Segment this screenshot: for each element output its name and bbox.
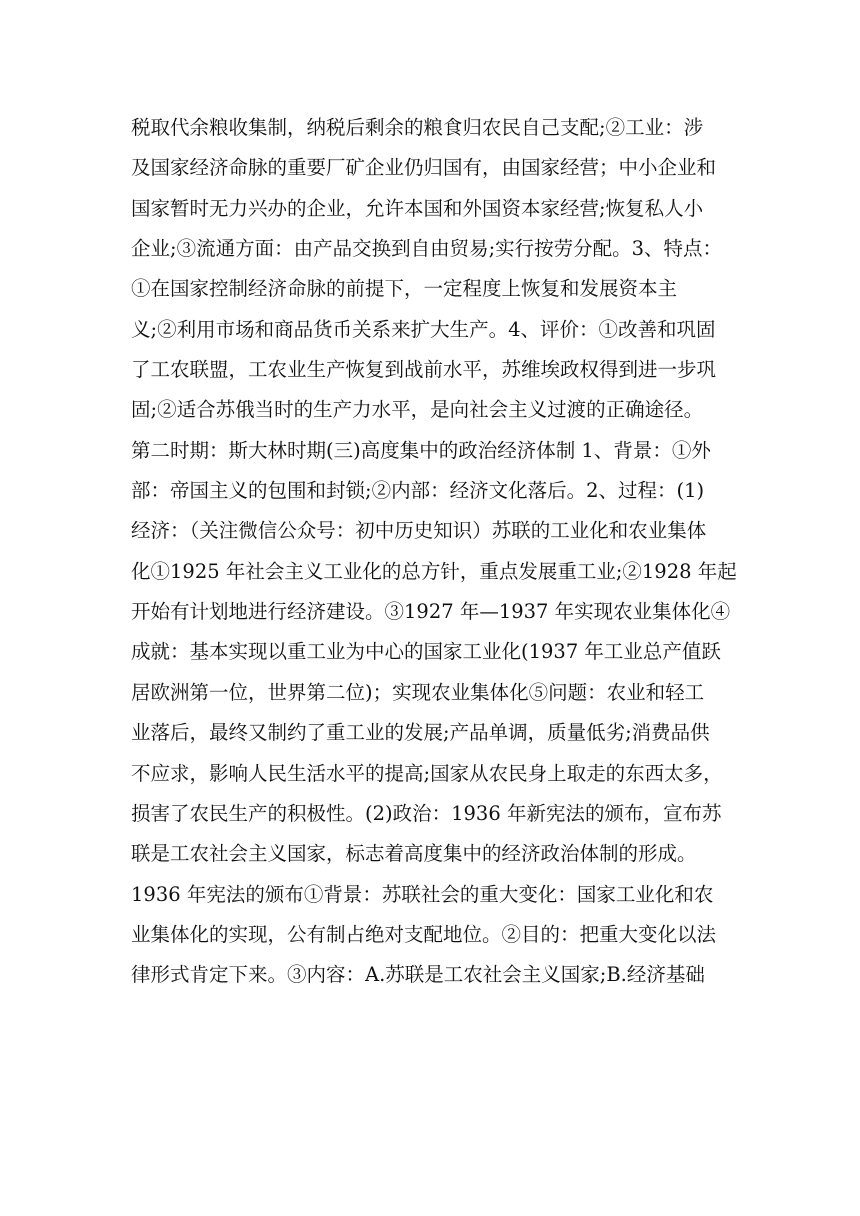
text-line: 联是工农社会主义国家，标志着高度集中的经济政治体制的形成。 [131, 842, 697, 866]
text-line: 律形式肯定下来。③内容：A.苏联是工农社会主义国家;B.经济基础 [131, 963, 705, 987]
text-line: ①在国家控制经济命脉的前提下，一定程度上恢复和发展资本主 [131, 277, 678, 301]
text-line: 部：帝国主义的包围和封锁;②内部：经济文化落后。2、过程：(1) [131, 479, 705, 503]
text-line: 业落后，最终又制约了重工业的发展;产品单调，质量低劣;消费品供 [131, 721, 710, 745]
text-line: 不应求，影响人民生活水平的提高;国家从农民身上取走的东西太多， [131, 761, 723, 785]
text-line: 开始有计划地进行经济建设。③1927 年—1937 年实现农业集体化④ [131, 600, 731, 624]
text-line: 固;②适合苏俄当时的生产力水平，是向社会主义过渡的正确途径。 [131, 398, 704, 422]
text-line: 第二时期：斯大林时期(三)高度集中的政治经济体制 1、背景：①外 [131, 438, 711, 462]
text-line: 及国家经济命脉的重要厂矿企业仍归国有，由国家经营；中小企业和 [131, 156, 717, 180]
text-line: 了工农联盟，工农业生产恢复到战前水平，苏维埃政权得到进一步巩 [131, 358, 717, 382]
text-line: 经济：（关注微信公众号：初中历史知识）苏联的工业化和农业集体 [131, 519, 707, 543]
body-text [131, 108, 741, 996]
text-line: 业集体化的实现，公有制占绝对支配地位。②目的：把重大变化以法 [131, 922, 717, 946]
text-line: 居欧洲第一位，世界第二位)；实现农业集体化⑤问题：农业和轻工 [131, 680, 705, 704]
text-line: 损害了农民生产的积极性。(2)政治：1936 年新宪法的颁布，宣布苏 [131, 801, 722, 825]
text-line: 税取代余粮收集制，纳税后剩余的粮食归农民自己支配;②工业：涉 [131, 116, 704, 139]
text-line: 1936 年宪法的颁布①背景：苏联社会的重大变化：国家工业化和农 [131, 882, 714, 906]
text-line: 国家暂时无力兴办的企业，允许本国和外国资本家经营;恢复私人小 [131, 196, 704, 220]
text-line: 化①1925 年社会主义工业化的总方针，重点发展重工业;②1928 年起 [131, 559, 737, 583]
text-line: 企业;③流通方面：由产品交换到自由贸易;实行按劳分配。3、特点： [131, 237, 723, 261]
text-line: 成就：基本实现以重工业为中心的国家工业化(1937 年工业总产值跃 [131, 640, 721, 664]
text-line: 义;②利用市场和商品货币关系来扩大生产。4、评价：①改善和巩固 [131, 317, 716, 341]
